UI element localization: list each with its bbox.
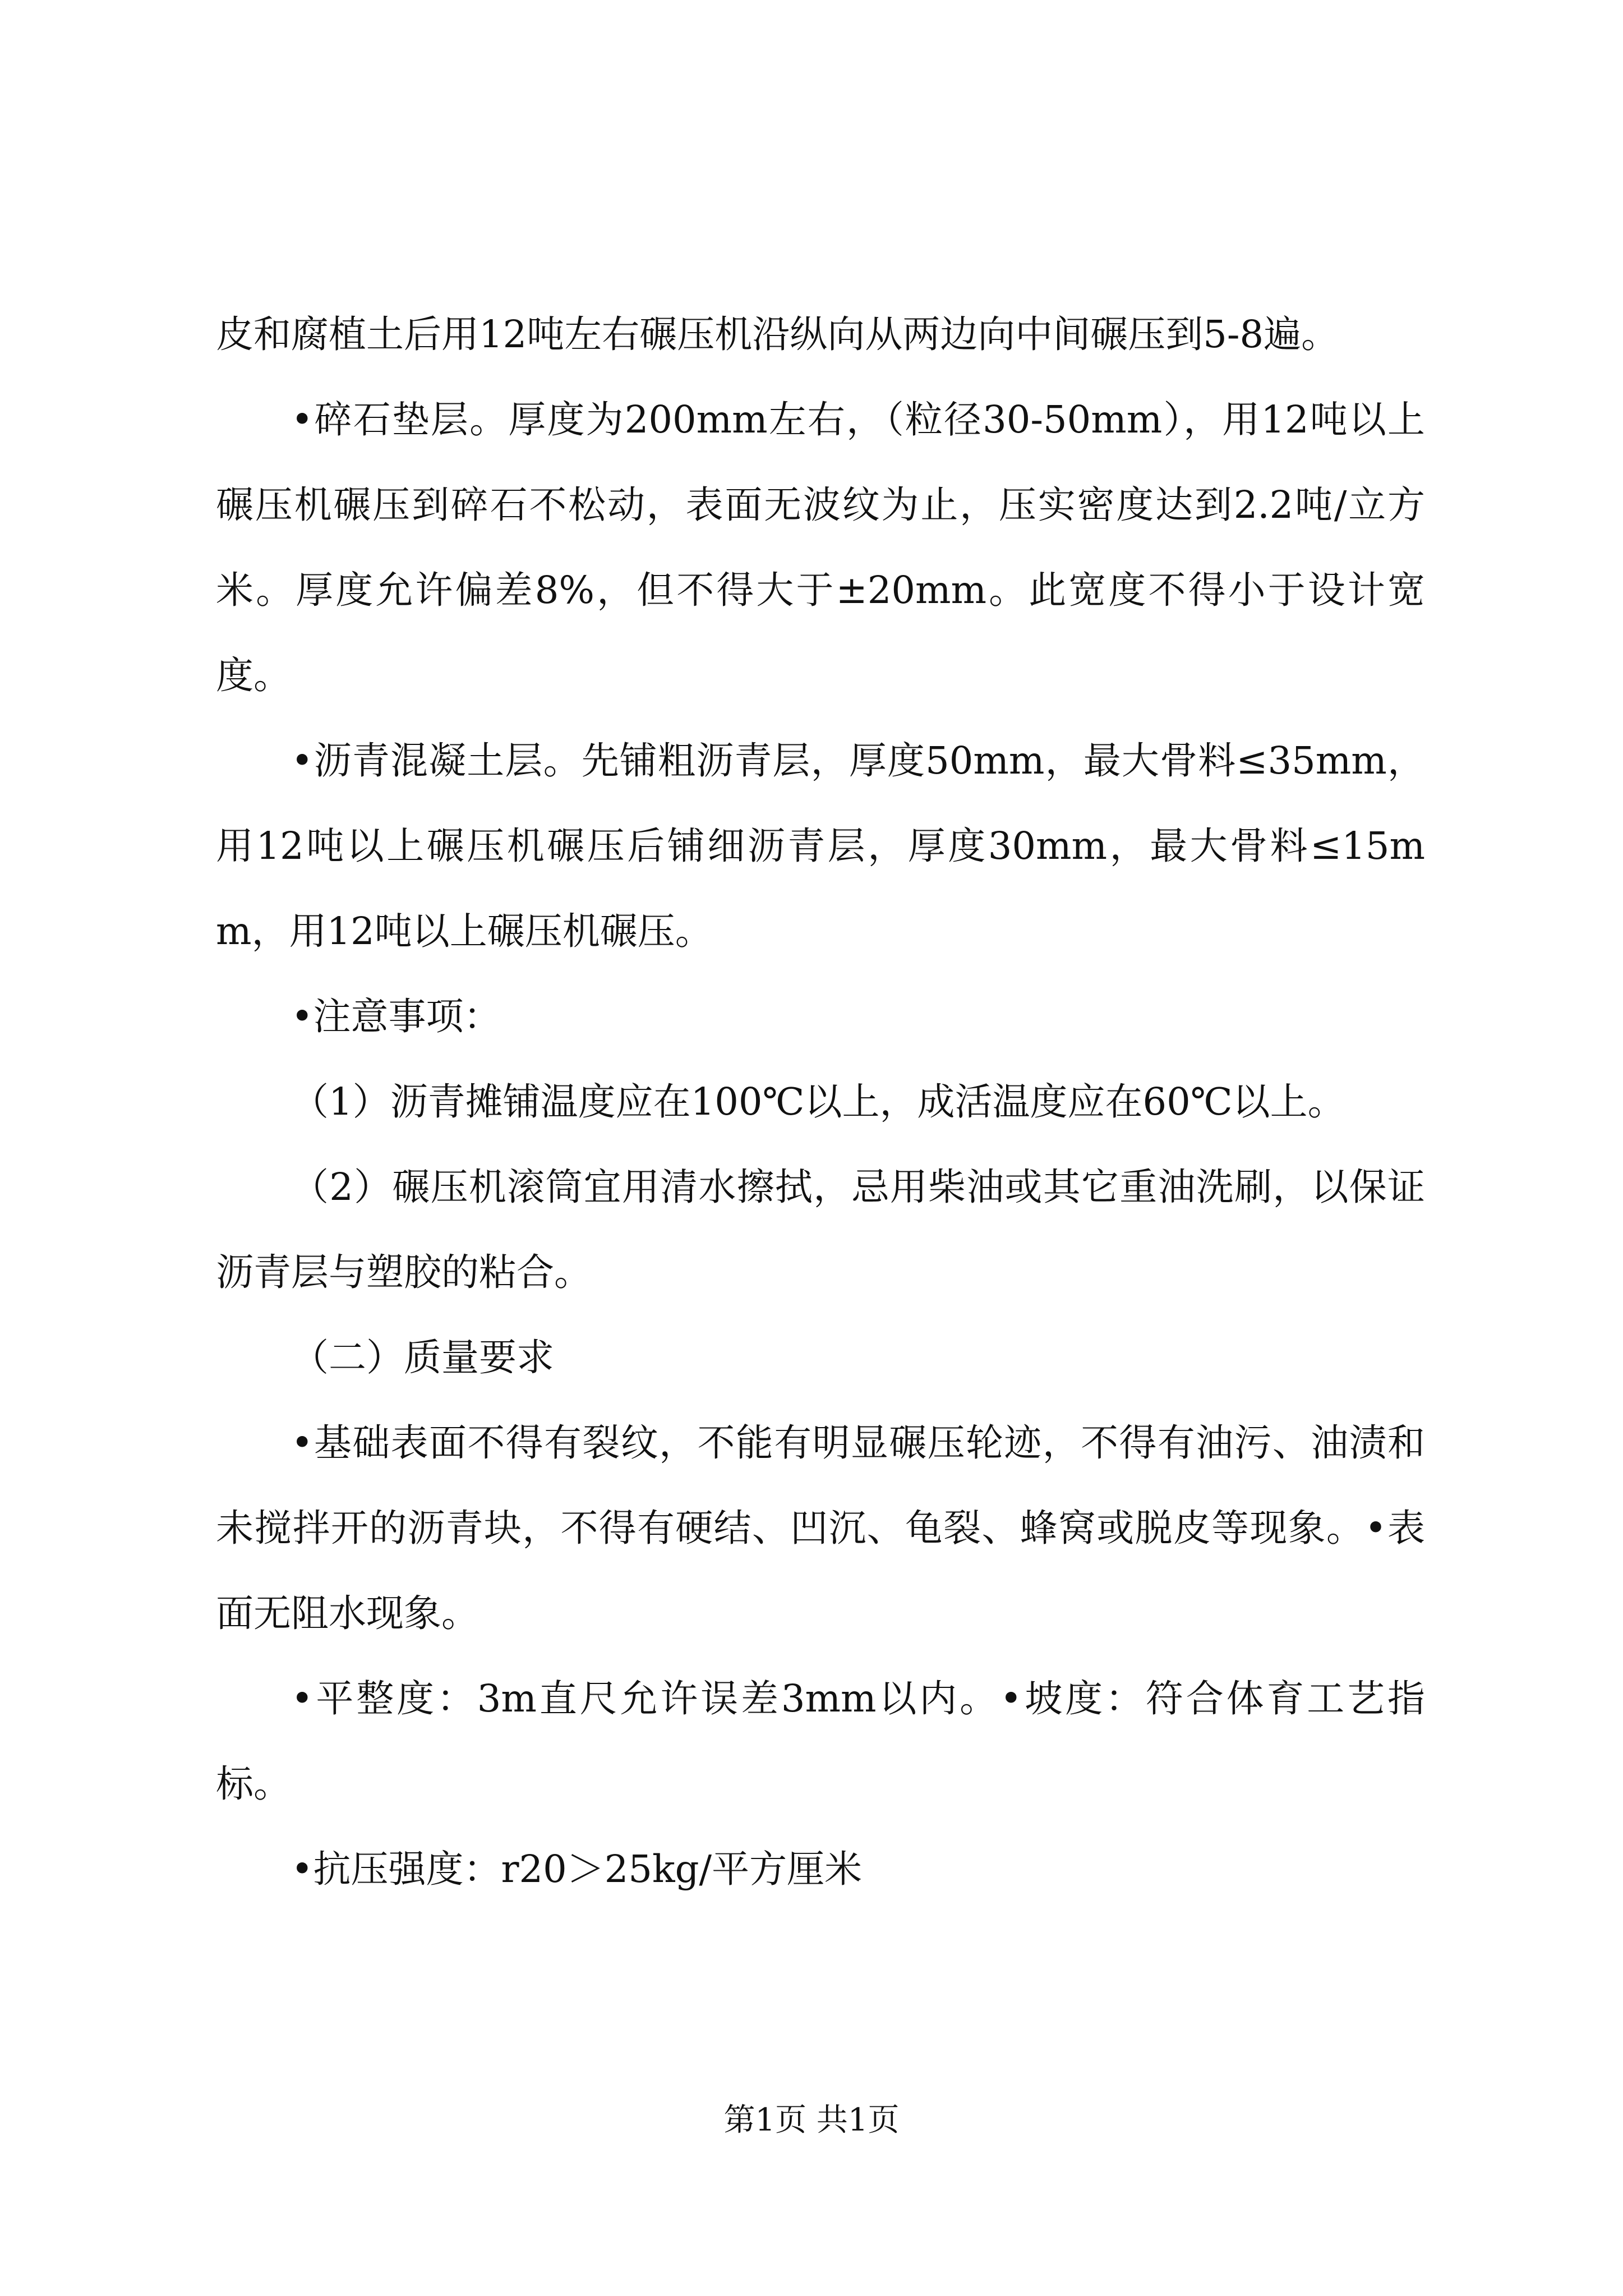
paragraph-flatness-slope: •平整度：3m直尺允许误差3mm以内。•坡度：符合体育工艺指标。: [216, 1677, 1425, 1806]
paragraph-continuation: 皮和腐植土后用12吨左右碾压机沿纵向从两边向中间碾压到5-8遍。: [216, 312, 1339, 356]
paragraph-asphalt-layer: •沥青混凝土层。先铺粗沥青层，厚度50mm，最大骨料≤35mm，用12吨以上碾压机碾压后铺细沥青层，厚度30mm，最大骨料≤15mm，用12吨以上碾压机碾压。: [216, 739, 1425, 953]
paragraph-notes-heading: •注意事项：: [291, 995, 501, 1038]
paragraph-note-2: （2）碾压机滚筒宜用清水擦拭，忌用柴油或其它重油洗刷，以保证沥青层与塑胶的粘合。: [216, 1165, 1425, 1294]
paragraph-gravel-layer: •碎石垫层。厚度为200mm左右，（粒径30-50mm），用12吨以上碾压机碾压到碎石不松动，表面无波纹为止，压实密度达到2.2吨/立方米。厚度允许偏差8%，但不得大于±20mm。此宽度不得小于设计宽度。: [216, 398, 1425, 697]
section-heading-quality: （二）质量要求: [291, 1336, 554, 1379]
paragraph-compressive-strength: •抗压强度：r20＞25kg/平方厘米: [291, 1847, 863, 1891]
page-footer: 第1页 共1页: [723, 2102, 900, 2138]
paragraph-note-1: （1）沥青摊铺温度应在100℃以上，成活温度应在60℃以上。: [291, 1080, 1345, 1124]
document-body: [216, 292, 1425, 1912]
paragraph-surface-requirements: •基础表面不得有裂纹，不能有明显碾压轮迹，不得有油污、油渍和未搅拌开的沥青块，不得有硬结、凹沉、龟裂、蜂窝或脱皮等现象。•表面无阻水现象。: [216, 1421, 1425, 1635]
